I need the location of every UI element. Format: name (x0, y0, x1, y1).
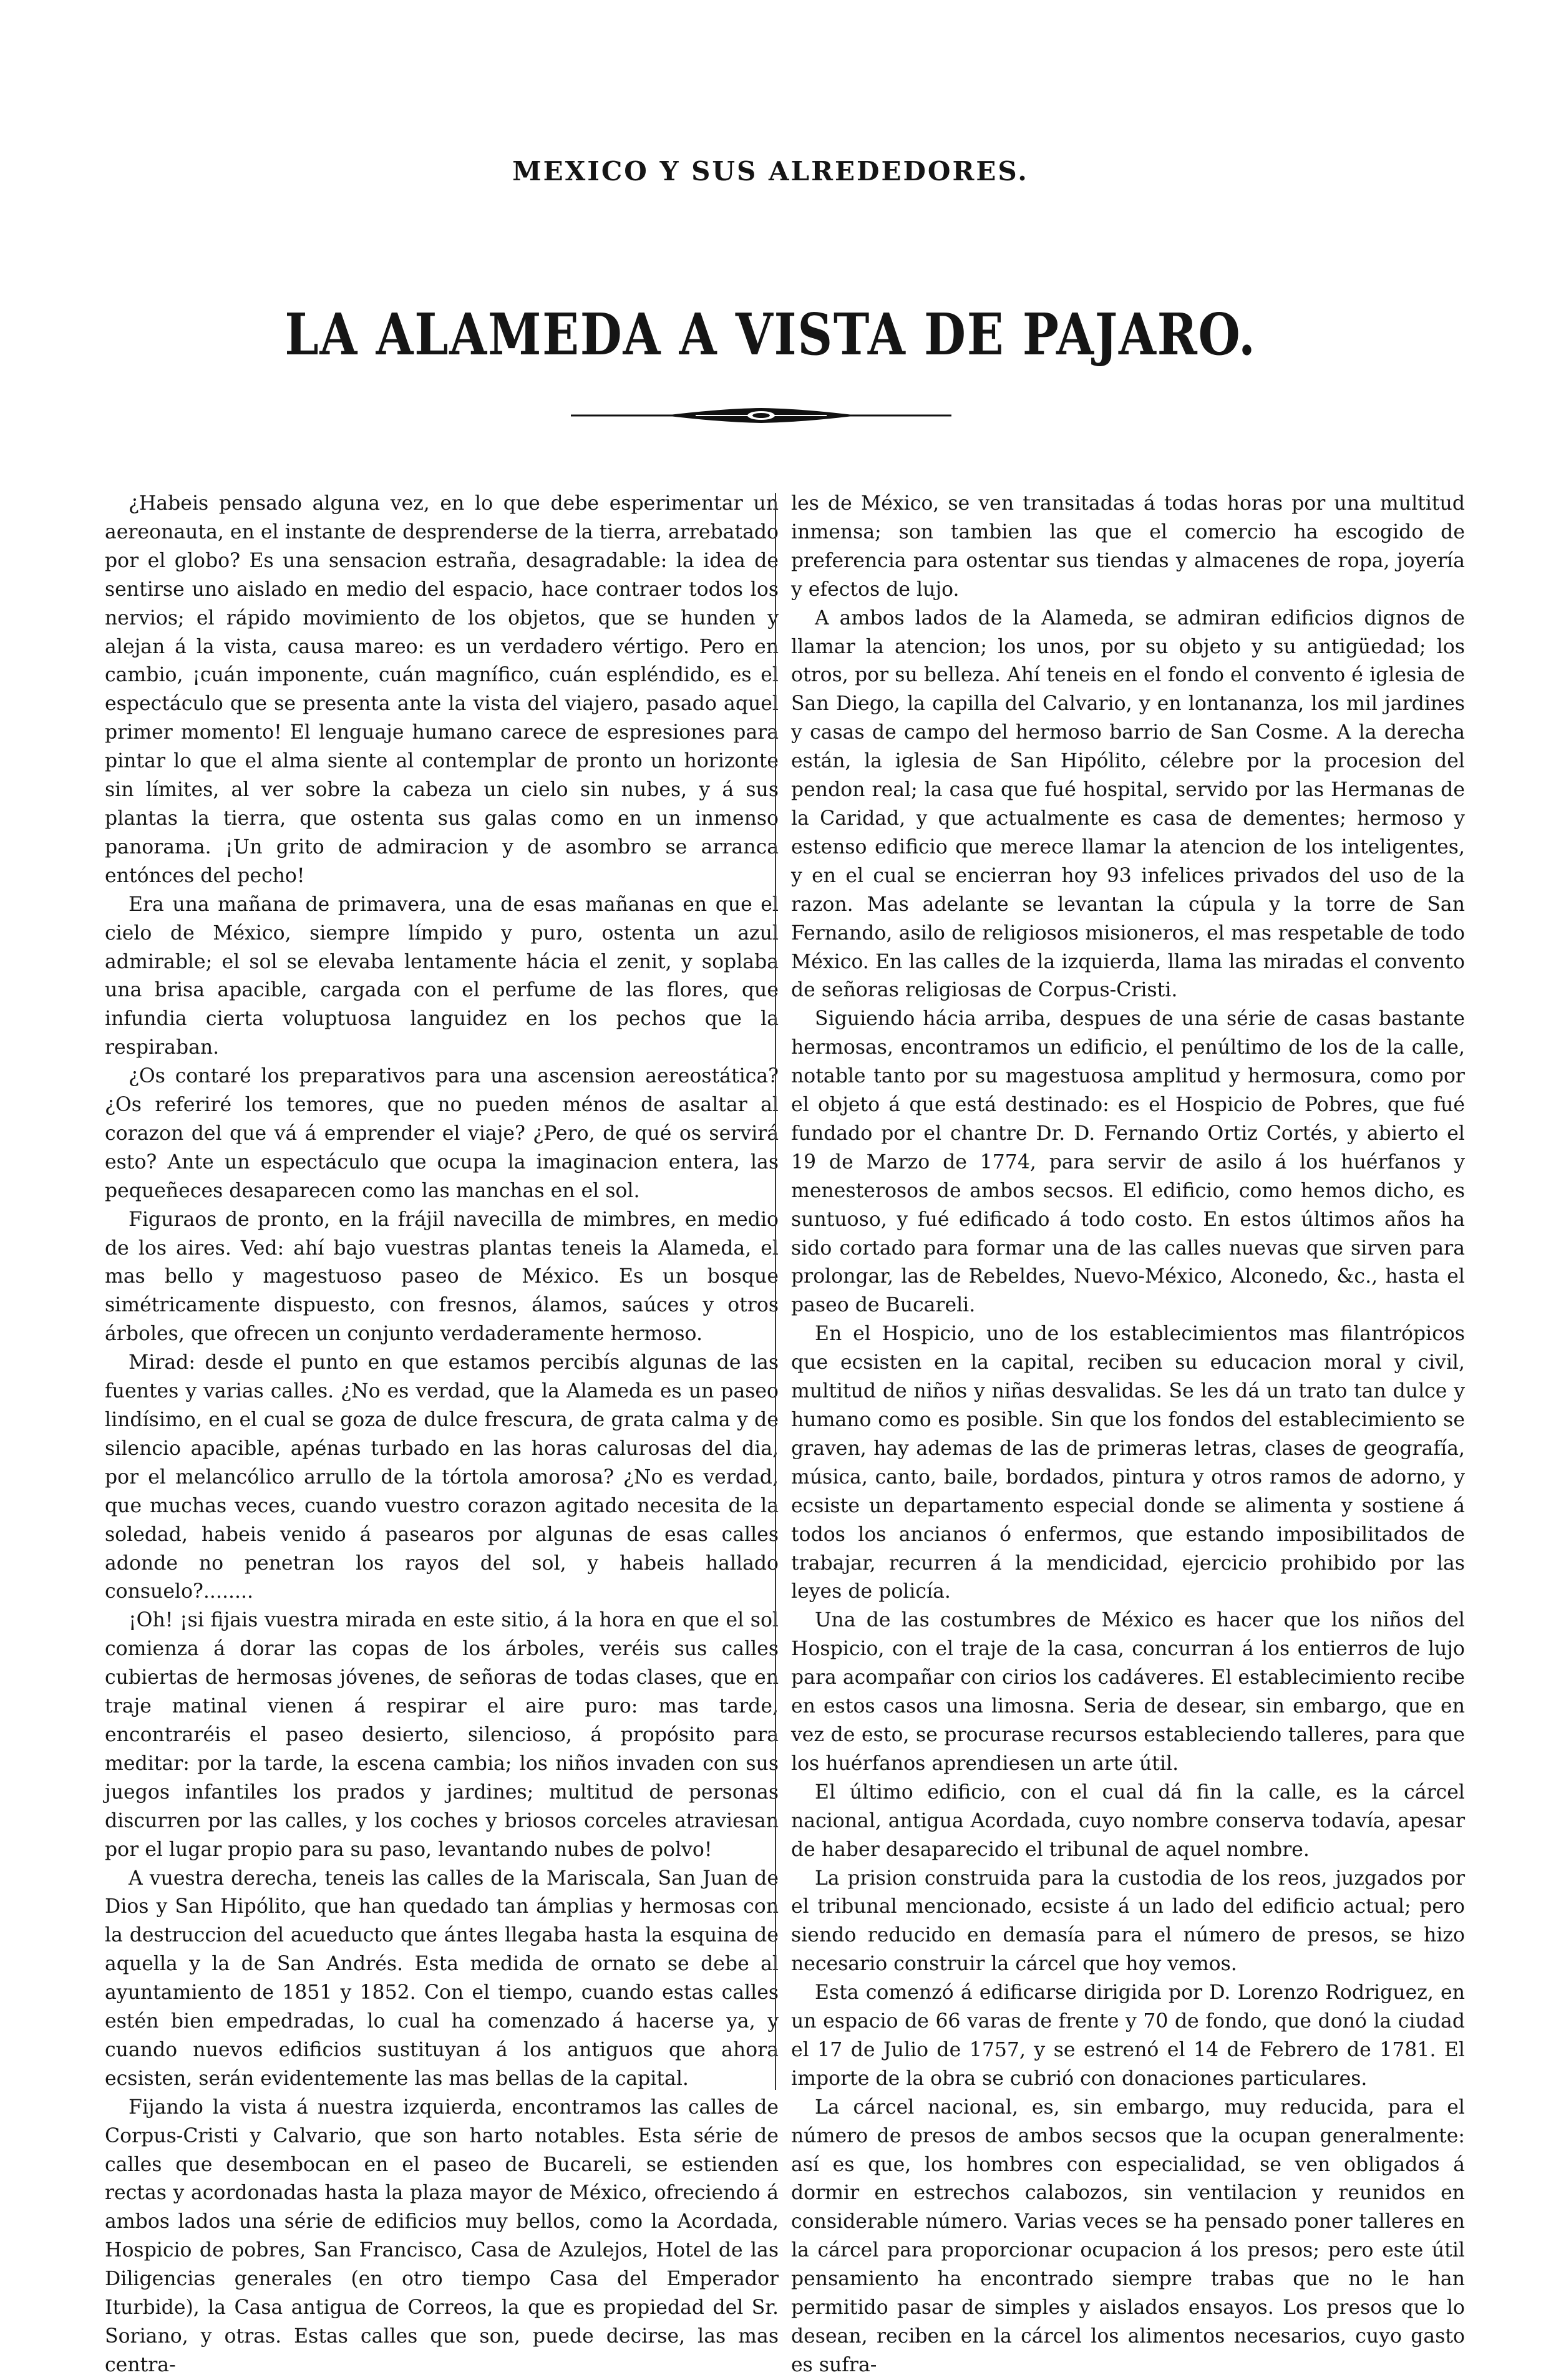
paragraph: Siguiendo hácia arriba, despues de una série de casas bastante hermosas, encontramos un edificio, el penúltimo de los de la calle, notable tanto por su magestuosa amplitud y hermosura, como por el objeto á que está destinado: es el Hospicio de Pobres, que fué fundado por el chantre Dr. D. Fernando Ortiz Cortés, y abierto el 19 de Marzo de 1774, para servir de asilo á los huérfanos y menesterosos de ambos secsos. El edificio, como hemos dicho, es suntuoso, y fué edificado á todo costo. En estos últimos años ha sido cortado para formar una de las calles nuevas que sirven para prolongar, las de Rebeldes, Nuevo-México, Alconedo, &c., hasta el paseo de Bucareli. (791, 1008, 1465, 1317)
paragraph: Mirad: desde el punto en que estamos percibís algunas de las fuentes y varias calles. ¿No es verdad, que la Alameda es un paseo lindísimo, en el cual se goza de dulce frescura, de grata calma y de silencio apacible, apénas turbado en las horas calurosas del dia, por el melancólico arrullo de la tórtola amorosa? ¿No es verdad, que muchas veces, cuando vuestro corazon agitado necesita de la soledad, habeis venido á pasearos por algunas de esas calles adonde no penetran los rayos del sol, y habeis hallado consuelo?........ (105, 1351, 779, 1603)
paragraph: El último edificio, con el cual dá fin la calle, es la cárcel nacional, antigua Acordada, cuyo nombre conserva todavía, apesar de haber desaparecido el tribunal de aquel nombre. (791, 1780, 1465, 1861)
paragraph: Era una mañana de primavera, una de esas mañanas en que el cielo de México, siempre límpido y puro, ostenta un azul admirable; el sol se elevaba lentamente hácia el zenit, y soplaba una brisa apacible, cargada con el perfume de las flores, que infundia cierta voluptuosa languidez en los pechos que la respiraban. (105, 893, 779, 1059)
paragraph: A ambos lados de la Alameda, se admiran edificios dignos de llamar la atencion; los unos, por su objeto y su antigüedad; los otros, por su belleza. Ahí teneis en el fondo el convento é iglesia de San Diego, la capilla del Calvario, y en lontananza, los mil jardines y casas de campo del hermoso barrio de San Cosme. A la derecha están, la iglesia de San Hipólito, célebre por la procesion del pendon real; la casa que fué hospital, servido por las Hermanas de la Caridad, y que actualmente es casa de dementes; hermoso y estenso edificio que merece llamar la atencion de los inteligentes, y en el cual se encierran hoy 93 infelices privados del uso de la razon. Mas adelante se levantan la cúpula y la torre de San Fernando, asilo de religiosos misioneros, el mas respetable de todo México. En las calles de la izquierda, llama las miradas el convento de señoras religiosas de Corpus-Cristi. (791, 606, 1465, 1002)
title-ornament-divider (571, 404, 951, 427)
paragraph: ¿Habeis pensado alguna vez, en lo que debe esperimentar un aereonauta, en el instante de desprenderse de la tierra, arrebatado por el globo? Es una sensacion estraña, desagradable: la idea de sentirse uno aislado en medio del espacio, hace contraer todos los nervios; el rápido movimiento de los objetos, que se hunden y alejan á la vista, causa mareo: es un verdadero vértigo. Pero en cambio, ¡cuán imponente, cuán magnífico, cuán espléndido, es el espectáculo que se presenta ante la vista del viajero, pasado aquel primer momento! El lenguaje humano carece de espresiones para pintar lo que el alma siente al contemplar de pronto un horizonte sin límites, al ver sobre la cabeza un cielo sin nubes, y á sus plantas la tierra, que ostenta sus galas como en un inmenso panorama. ¡Un grito de admiracion y de asombro se arranca entónces del pecho! (105, 492, 779, 887)
right-column (791, 490, 1465, 2380)
left-column (105, 490, 779, 2380)
paragraph: ¡Oh! ¡si fijais vuestra mirada en este sitio, á la hora en que el sol comienza á dorar las copas de los árboles, veréis sus calles cubiertas de hermosas jóvenes, de señoras de todas clases, que en traje matinal vienen á respirar el aire puro: mas tarde, encontraréis el paseo desierto, silencioso, á propósito para meditar: por la tarde, la escena cambia; los niños invaden con sus juegos infantiles los prados y jardines; multitud de personas discurren por las calles, y los coches y briosos corceles atraviesan por el lugar propio para su paso, levantando nubes de polvo! (105, 1609, 779, 1861)
paragraph: Figuraos de pronto, en la frájil navecilla de mimbres, en medio de los aires. Ved: ahí bajo vuestras plantas teneis la Alameda, el mas bello y magestuoso paseo de México. Es un bosque simétricamente dispuesto, con fresnos, álamos, saúces y otros árboles, que ofrecen un conjunto verdaderamente hermoso. (105, 1208, 779, 1346)
paragraph: A vuestra derecha, teneis las calles de la Mariscala, San Juan de Dios y San Hipólito, que han quedado tan ámplias y hermosas con la destruccion del acueducto que ántes llegaba hasta la esquina de aquella y la de San Andrés. Esta medida de ornato se debe al ayuntamiento de 1851 y 1852. Con el tiempo, cuando estas calles estén bien empedradas, lo cual ha comenzado á hacerse ya, y cuando nuevos edificios sustituyan á los antiguos que ahora ecsisten, serán evidentemente las mas bellas de la capital. (105, 1867, 779, 2090)
paragraph: Una de las costumbres de México es hacer que los niños del Hospicio, con el traje de la casa, concurran á los entierros de lujo para acompañar con cirios los cadáveres. El establecimiento recibe en estos casos una limosna. Seria de desear, sin embargo, que en vez de esto, se procurase recursos estableciendo talleres, para que los huérfanos aprendiesen un arte útil. (791, 1609, 1465, 1775)
paragraph: La prision construida para la custodia de los reos, juzgados por el tribunal mencionado, ecsiste á un lado del edificio actual; pero siendo reducido en demasía para el número de presos, se hizo necesario construir la cárcel que hoy vemos. (791, 1867, 1465, 1976)
paragraph: La cárcel nacional, es, sin embargo, muy reducida, para el número de presos de ambos secsos que la ocupan generalmente: así es que, los hombres con especialidad, se ven obligados á dormir en estrechos calabozos, sin ventilacion y reunidos en considerable número. Varias veces se ha pensado poner talleres en la cárcel para proporcionar ocupacion á los presos; pero este útil pensamiento ha encontrado siempre trabas que no le han permitido pasar de simples y aislados ensayos. Los presos que lo desean, reciben en la cárcel los alimentos necesarios, cuyo gasto es sufra- (791, 2096, 1465, 2376)
paragraph: les de México, se ven transitadas á todas horas por una multitud inmensa; son tambien las que el comercio ha escogido de preferencia para ostentar sus tiendas y almacenes de ropa, joyería y efectos de lujo. (791, 492, 1465, 601)
running-title: MEXICO Y SUS ALREDEDORES. (512, 156, 1029, 187)
column-divider-rule (775, 493, 776, 2090)
article-title: LA ALAMEDA A VISTA DE PAJARO. (284, 301, 1257, 368)
paragraph: En el Hospicio, uno de los establecimientos mas filantrópicos que ecsisten en la capital, reciben su educacion moral y civil, multitud de niños y niñas desvalidas. Se les dá un trato tan dulce y humano como es posible. Sin que los fondos del establecimiento se graven, hay ademas de las de primeras letras, clases de geografía, música, canto, baile, bordados, pintura y otros ramos de adorno, y ecsiste un departamento especial donde se alimenta y sostiene á todos los ancianos ó enfermos, que estando imposibilitados de trabajar, recurren á la mendicidad, ejercicio prohibido por las leyes de policía. (791, 1323, 1465, 1603)
paragraph: Fijando la vista á nuestra izquierda, encontramos las calles de Corpus-Cristi y Calvario, que son harto notables. Esta série de calles que desembocan en el paseo de Bucareli, se estienden rectas y acordonadas hasta la plaza mayor de México, ofreciendo á ambos lados una série de edificios muy bellos, como la Acordada, Hospicio de pobres, San Francisco, Casa de Azulejos, Hotel de las Diligencias generales (en otro tiempo Casa del Emperador Iturbide), la Casa antigua de Correos, la que es propiedad del Sr. Soriano, y otras. Estas calles que son, puede decirse, las mas centra- (105, 2096, 779, 2376)
paragraph: ¿Os contaré los preparativos para una ascension aereostática? ¿Os referiré los temores, que no pueden ménos de asaltar al corazon del que vá á emprender el viaje? ¿Pero, de qué os servirá esto? Ante un espectáculo que ocupa la imaginacion entera, las pequeñeces desaparecen como las manchas en el sol. (105, 1065, 779, 1202)
paragraph: Esta comenzó á edificarse dirigida por D. Lorenzo Rodriguez, en un espacio de 66 varas de frente y 70 de fondo, que donó la ciudad el 17 de Julio de 1757, y se estrenó el 14 de Febrero de 1781. El importe de la obra se cubrió con donaciones particulares. (791, 1981, 1465, 2090)
